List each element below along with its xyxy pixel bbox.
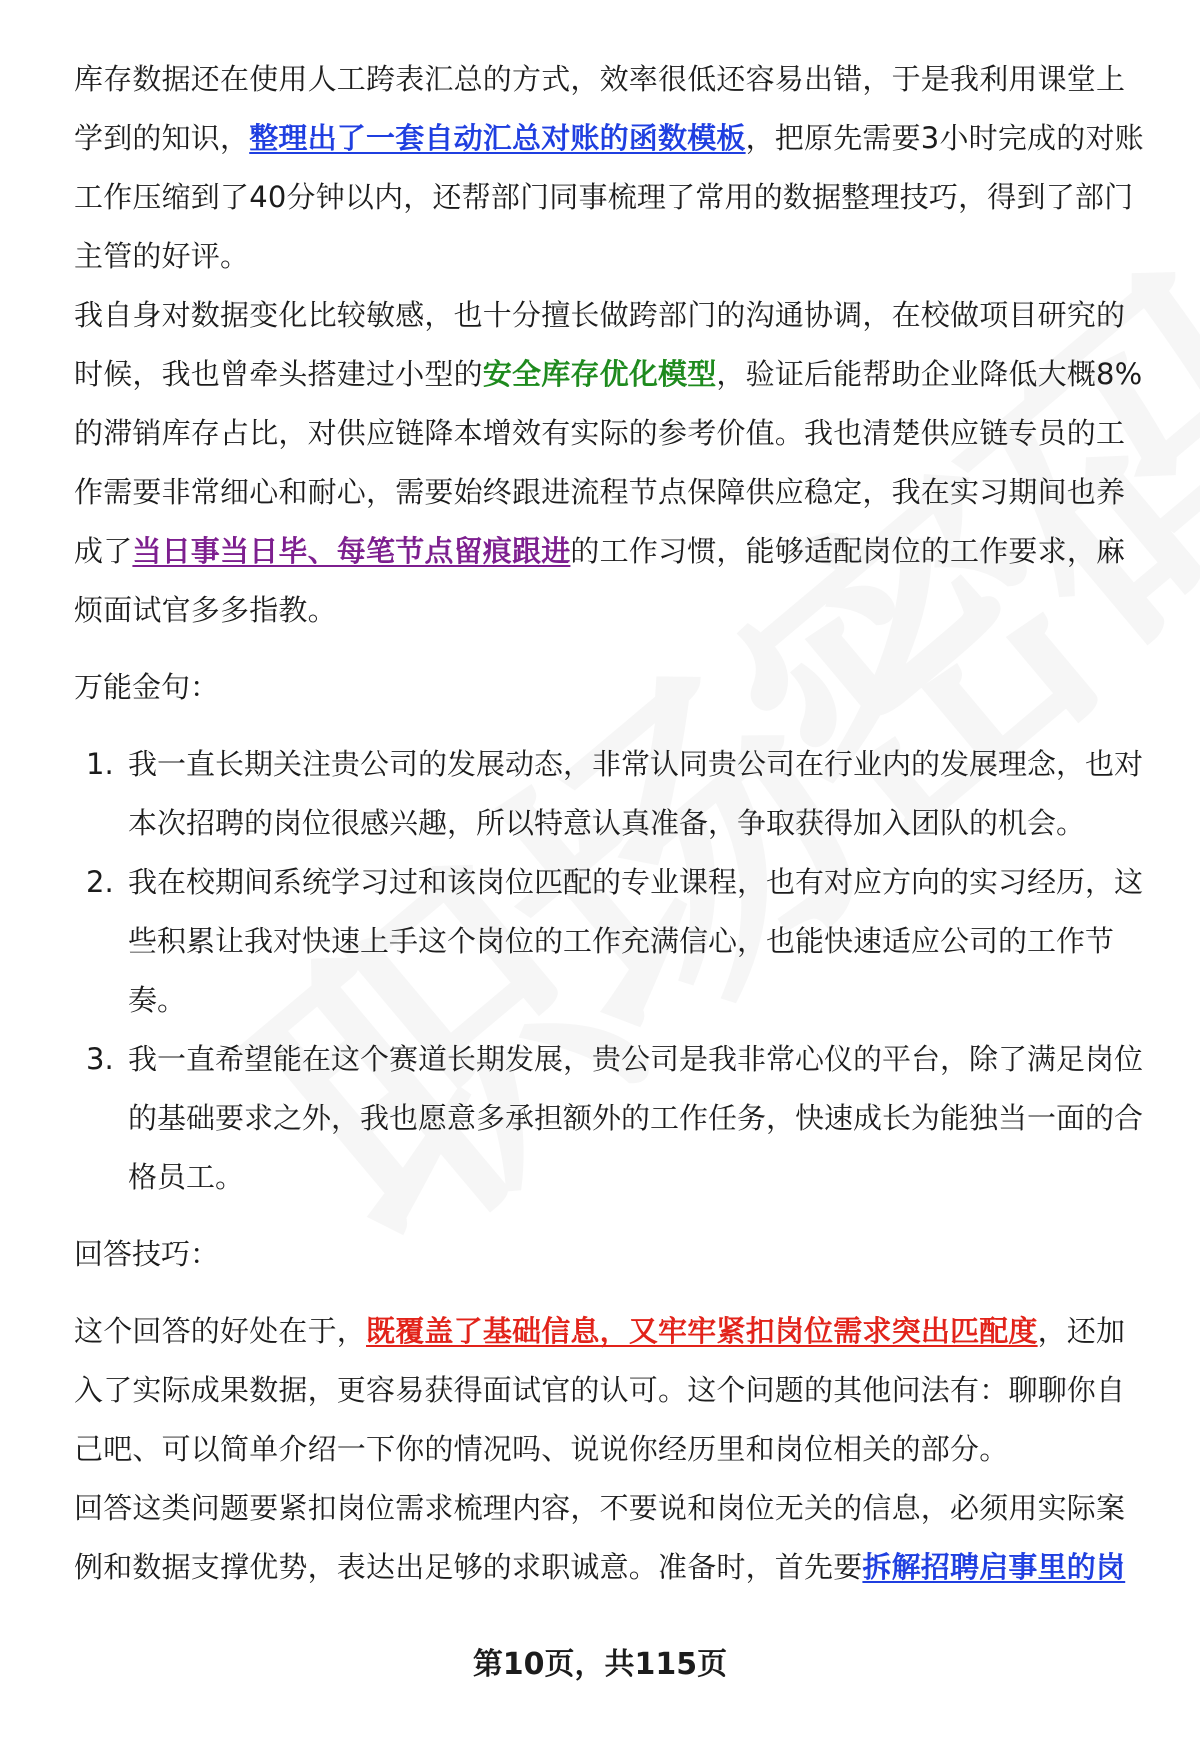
highlight-green: 安全库存优化模型 [482, 357, 717, 391]
list-item [74, 735, 1154, 853]
text-run: ，验证后能帮助企业降低大概8%的滞销库存占比，对供应链降本增效有实际的参考价值。我也清楚供应链专员的工作需要非常细心和耐心，需要始终跟进流程节点保障供应稳定，我在实习期间也养成了 [74, 357, 1143, 568]
highlight-blue: 整理出了一套自动汇总对账的函数模板 [249, 121, 746, 155]
text-run: 这个回答的好处在于， [74, 1314, 367, 1348]
answer-tips-label: 回答技巧： [74, 1237, 220, 1271]
tips-paragraph-2 [74, 1479, 1154, 1597]
tips-paragraph-1 [74, 1302, 1154, 1479]
text-run: ，把原先需要3小时完成的对账工作压缩到了40分钟以内，还帮部门同事梳理了常用的数据整理技巧，得到了部门主管的好评。 [74, 121, 1144, 273]
paragraph-1 [74, 50, 1154, 286]
list-text: 我在校期间系统学习过和该岗位匹配的专业课程，也有对应方向的实习经历，这些积累让我对快速上手这个岗位的工作充满信心，也能快速适应公司的工作节奏。 [128, 865, 1144, 1017]
text-run: 库存数据还在使用人工跨表汇总的方式，效率很低还容易出错，于是我利用课堂上学到的知识， [74, 62, 1126, 155]
highlight-red: 既覆盖了基础信息，又牢牢紧扣岗位需求突出匹配度 [366, 1314, 1038, 1348]
list-text: 我一直希望能在这个赛道长期发展，贵公司是我非常心仪的平台，除了满足岗位的基础要求之外，我也愿意多承担额外的工作任务，快速成长为能独当一面的合格员工。 [128, 1042, 1144, 1194]
text-run: 回答这类问题要紧扣岗位需求梳理内容，不要说和岗位无关的信息，必须用实际案例和数据支撑优势，表达出足够的求职诚意。准备时，首先要 [74, 1491, 1126, 1584]
list-item [74, 1030, 1154, 1207]
page-number: 第10页，共115页 [472, 1647, 728, 1682]
list-number: 3. [86, 1042, 114, 1076]
text-run: 我自身对数据变化比较敏感，也十分擅长做跨部门的沟通协调，在校做项目研究的时候，我也曾牵头搭建过小型的 [74, 298, 1126, 391]
text-run: ，还加入了实际成果数据，更容易获得面试官的认可。这个问题的其他问法有：聊聊你自己吧、可以简单介绍一下你的情况吗、说说你经历里和岗位相关的部分。 [74, 1314, 1126, 1466]
page-content [74, 50, 1154, 1597]
golden-sentences-label: 万能金句： [74, 670, 220, 704]
highlight-purple: 当日事当日毕、每笔节点留痕跟进 [132, 534, 571, 568]
list-text: 我一直长期关注贵公司的发展动态，非常认同贵公司在行业内的发展理念，也对本次招聘的岗位很感兴趣，所以特意认真准备，争取获得加入团队的机会。 [128, 747, 1144, 840]
list-number: 1. [86, 747, 114, 781]
list-number: 2. [86, 865, 114, 899]
list-item [74, 853, 1154, 1030]
golden-sentences-list [74, 735, 1154, 1207]
highlight-blue: 拆解招聘启事里的岗 [862, 1550, 1126, 1584]
text-run: 的工作习惯，能够适配岗位的工作要求，麻烦面试官多多指教。 [74, 534, 1126, 627]
paragraph-2 [74, 286, 1154, 640]
